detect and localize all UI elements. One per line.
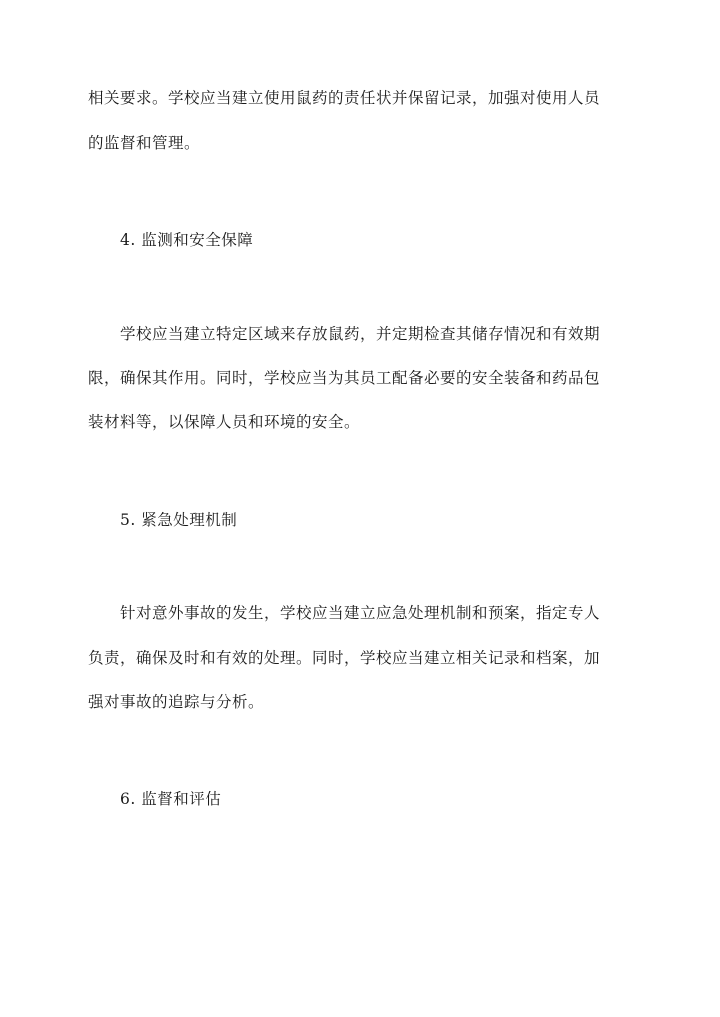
paragraph-line: 的监督和管理。 <box>88 134 201 152</box>
paragraph-line: 装材料等，以保障人员和环境的安全。 <box>88 413 361 431</box>
paragraph-line: 相关要求。学校应当建立使用鼠药的责任状并保留记录，加强对使用人员 <box>88 89 601 107</box>
paragraph-line: 学校应当建立特定区域来存放鼠药，并定期检查其储存情况和有效期 <box>120 325 601 343</box>
section-heading-4: 4. 监测和安全保障 <box>120 231 254 249</box>
paragraph-line: 负责，确保及时和有效的处理。同时，学校应当建立相关记录和档案，加 <box>88 649 601 667</box>
paragraph-line: 针对意外事故的发生，学校应当建立应急处理机制和预案，指定专人 <box>120 604 601 622</box>
paragraph-line: 限，确保其作用。同时，学校应当为其员工配备必要的安全装备和药品包 <box>88 369 601 387</box>
section-heading-5: 5. 紧急处理机制 <box>120 511 238 529</box>
paragraph-line: 强对事故的追踪与分析。 <box>88 693 265 711</box>
section-heading-6: 6. 监督和评估 <box>120 790 222 808</box>
